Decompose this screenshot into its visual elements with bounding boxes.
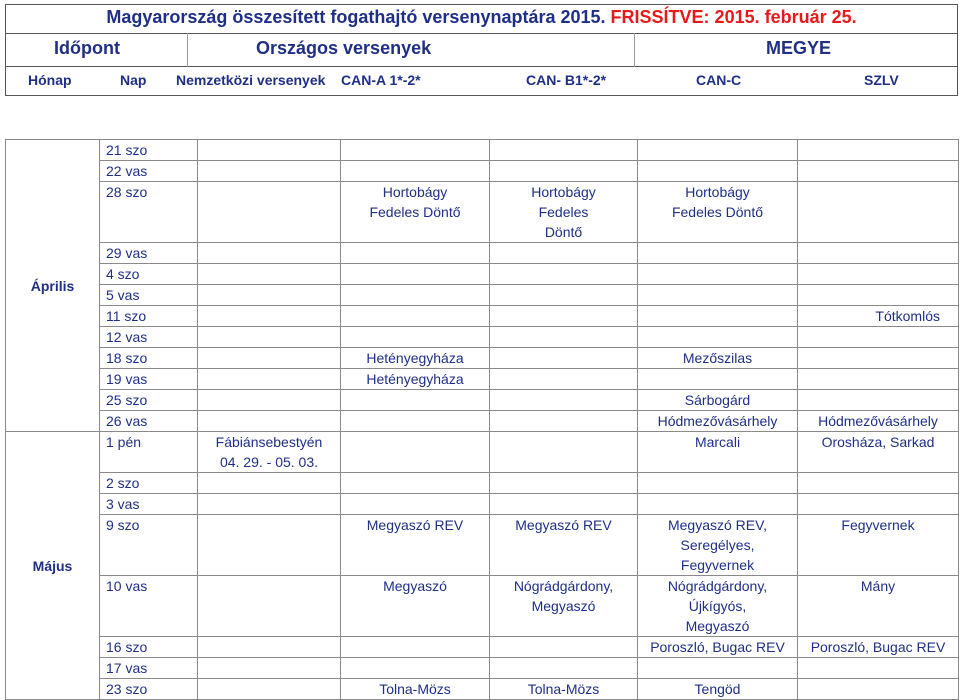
day-cell: 23 szo [100, 679, 198, 700]
canc-cell: Sárbogárd [638, 390, 798, 411]
intl-cell [198, 390, 341, 411]
group-idopont: Időpont [54, 38, 120, 58]
cana-cell [341, 432, 490, 473]
cana-cell: Megyaszó REV [341, 515, 490, 576]
table-row [6, 432, 959, 473]
szlv-cell [798, 473, 959, 494]
canb-cell: Tolna-Mözs [490, 679, 638, 700]
cana-cell [341, 390, 490, 411]
col-szlv: SZLV [864, 72, 899, 88]
intl-cell [198, 494, 341, 515]
canb-cell [490, 243, 638, 264]
intl-cell [198, 140, 341, 161]
canb-cell [490, 390, 638, 411]
col-nap: Nap [120, 72, 147, 88]
intl-cell: Fábiánsebestyén 04. 29. - 05. 03. [198, 432, 341, 473]
table-row [6, 327, 959, 348]
cana-cell: Hetényegyháza [341, 369, 490, 390]
day-cell: 11 szo [100, 306, 198, 327]
table-row [6, 411, 959, 432]
intl-cell [198, 679, 341, 700]
szlv-cell [798, 243, 959, 264]
table-row [6, 473, 959, 494]
col-canc: CAN-C [696, 72, 742, 88]
day-cell: 12 vas [100, 327, 198, 348]
szlv-cell [798, 494, 959, 515]
cana-cell [341, 140, 490, 161]
table-row [6, 369, 959, 390]
cana-cell [341, 473, 490, 494]
canb-cell [490, 411, 638, 432]
intl-cell [198, 327, 341, 348]
day-cell: 19 vas [100, 369, 198, 390]
canb-cell [490, 285, 638, 306]
canb-cell: Megyaszó REV [490, 515, 638, 576]
canb-cell [490, 348, 638, 369]
intl-cell [198, 306, 341, 327]
intl-cell [198, 182, 341, 243]
table-row [6, 494, 959, 515]
table-row [6, 679, 959, 700]
cana-cell [341, 637, 490, 658]
canc-cell [638, 264, 798, 285]
szlv-cell [798, 264, 959, 285]
canc-cell [638, 306, 798, 327]
table-row [6, 348, 959, 369]
day-cell: 3 vas [100, 494, 198, 515]
canb-cell [490, 473, 638, 494]
day-cell: 17 vas [100, 658, 198, 679]
table-row [6, 182, 959, 243]
group-megye: MEGYE [766, 38, 832, 58]
canc-cell [638, 243, 798, 264]
szlv-cell: Hódmezővásárhely [798, 411, 959, 432]
table-row [6, 515, 959, 576]
table-row [6, 576, 959, 637]
szlv-cell: Fegyvernek [798, 515, 959, 576]
canc-cell: Poroszló, Bugac REV [638, 637, 798, 658]
canc-cell [638, 327, 798, 348]
cana-cell [341, 306, 490, 327]
day-cell: 10 vas [100, 576, 198, 637]
intl-cell [198, 264, 341, 285]
szlv-cell [798, 182, 959, 243]
day-cell: 28 szo [100, 182, 198, 243]
szlv-cell [798, 348, 959, 369]
title-updated: FRISSÍTVE: 2015. február 25. [610, 7, 857, 27]
cana-cell [341, 494, 490, 515]
page-title [6, 7, 957, 28]
cana-cell [341, 161, 490, 182]
day-cell: 1 pén [100, 432, 198, 473]
intl-cell [198, 515, 341, 576]
intl-cell [198, 243, 341, 264]
day-cell: 2 szo [100, 473, 198, 494]
szlv-cell: Tótkomlós [798, 306, 959, 327]
table-row [6, 264, 959, 285]
header-column-row [6, 67, 957, 97]
szlv-cell: Orosháza, Sarkad [798, 432, 959, 473]
cana-cell: Tolna-Mözs [341, 679, 490, 700]
calendar-table [5, 139, 959, 700]
canc-cell: Hortobágy Fedeles Döntő [638, 182, 798, 243]
intl-cell [198, 473, 341, 494]
header-divider [187, 33, 188, 67]
col-cana: CAN-A 1*-2* [341, 72, 421, 88]
canc-cell: Megyaszó REV, Seregélyes, Fegyvernek [638, 515, 798, 576]
intl-cell [198, 348, 341, 369]
canb-cell [490, 432, 638, 473]
intl-cell [198, 637, 341, 658]
szlv-cell [798, 679, 959, 700]
table-row [6, 637, 959, 658]
canc-cell: Hódmezővásárhely [638, 411, 798, 432]
day-cell: 16 szo [100, 637, 198, 658]
day-cell: 29 vas [100, 243, 198, 264]
day-cell: 25 szo [100, 390, 198, 411]
col-canb: CAN- B1*-2* [526, 72, 607, 88]
cana-cell [341, 411, 490, 432]
day-cell: 21 szo [100, 140, 198, 161]
col-honap: Hónap [28, 72, 72, 88]
cana-cell [341, 243, 490, 264]
canc-cell: Tengöd [638, 679, 798, 700]
header-divider [634, 33, 635, 67]
month-april: Április [6, 140, 100, 432]
canc-cell [638, 369, 798, 390]
szlv-cell: Poroszló, Bugac REV [798, 637, 959, 658]
canb-cell [490, 306, 638, 327]
szlv-cell [798, 285, 959, 306]
table-row [6, 140, 959, 161]
canc-cell [638, 285, 798, 306]
szlv-cell [798, 161, 959, 182]
canc-cell: Marcali [638, 432, 798, 473]
canc-cell: Nógrádgárdony, Újkígyós, Megyaszó [638, 576, 798, 637]
day-cell: 4 szo [100, 264, 198, 285]
canb-cell [490, 327, 638, 348]
szlv-cell [798, 140, 959, 161]
cana-cell: Hetényegyháza [341, 348, 490, 369]
day-cell: 5 vas [100, 285, 198, 306]
day-cell: 26 vas [100, 411, 198, 432]
day-cell: 18 szo [100, 348, 198, 369]
table-row [6, 285, 959, 306]
table-row [6, 306, 959, 327]
intl-cell [198, 411, 341, 432]
szlv-cell [798, 369, 959, 390]
szlv-cell [798, 390, 959, 411]
szlv-cell [798, 327, 959, 348]
canb-cell [490, 494, 638, 515]
canb-cell [490, 264, 638, 285]
cana-cell [341, 285, 490, 306]
canb-cell [490, 140, 638, 161]
cana-cell: Hortobágy Fedeles Döntő [341, 182, 490, 243]
canb-cell: Nógrádgárdony, Megyaszó [490, 576, 638, 637]
cana-cell [341, 264, 490, 285]
header-group-row [6, 33, 957, 67]
canb-cell [490, 637, 638, 658]
group-orszagos: Országos versenyek [256, 38, 432, 58]
title-main: Magyarország összesített fogathajtó versenynaptára 2015. [106, 7, 606, 27]
cana-cell: Megyaszó [341, 576, 490, 637]
canc-cell [638, 161, 798, 182]
szlv-cell: Mány [798, 576, 959, 637]
intl-cell [198, 369, 341, 390]
canc-cell [638, 140, 798, 161]
canb-cell [490, 369, 638, 390]
canb-cell: Hortobágy Fedeles Döntő [490, 182, 638, 243]
day-cell: 9 szo [100, 515, 198, 576]
canc-cell [638, 494, 798, 515]
table-row [6, 243, 959, 264]
intl-cell [198, 161, 341, 182]
table-row [6, 390, 959, 411]
col-nemzetkozi: Nemzetközi versenyek [176, 72, 326, 88]
canb-cell [490, 161, 638, 182]
canc-cell: Mezőszilas [638, 348, 798, 369]
header-panel [5, 4, 958, 96]
table-row [6, 161, 959, 182]
cana-cell [341, 327, 490, 348]
month-may: Május [6, 432, 100, 700]
canc-cell [638, 473, 798, 494]
day-cell: 22 vas [100, 161, 198, 182]
intl-cell [198, 576, 341, 637]
intl-cell [198, 285, 341, 306]
